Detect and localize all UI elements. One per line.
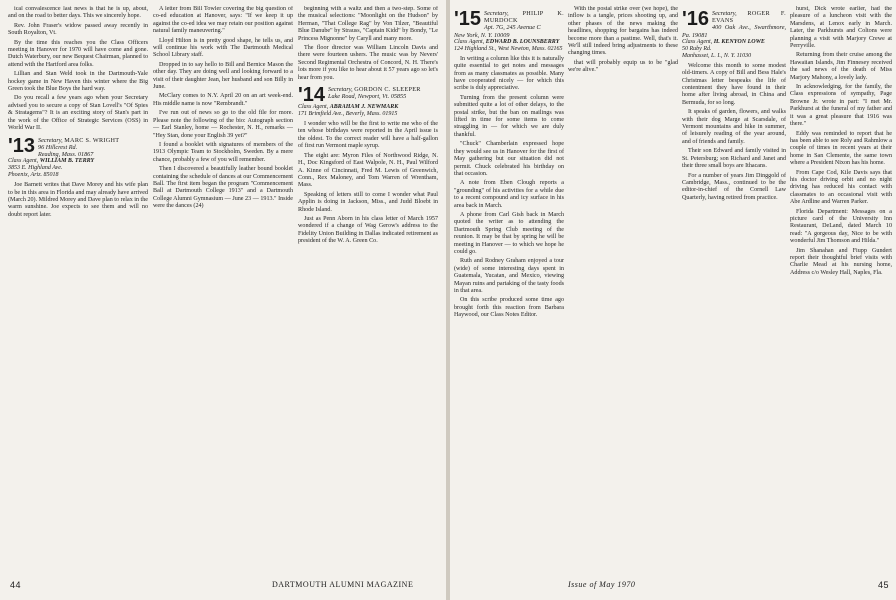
right-column-4 bbox=[790, 6, 892, 279]
class-year: '16 bbox=[682, 8, 710, 30]
secretary-address: New York, N. Y. 10009 bbox=[454, 31, 510, 39]
class-agent-address: 3853 E. Highland Ave. bbox=[8, 165, 63, 172]
paragraph: With the postal strike over (we hope), the inflow is a tangle, prices shooting up, and other phases of the news making the headlines, shopping for bargains has indeed become more than a pastime. Well, that's it. We'll still indeed bring adjustments to these changing times. bbox=[568, 6, 678, 57]
right-column-1 bbox=[454, 6, 564, 322]
class-agent-name: WILLIAM B. TERRY bbox=[39, 158, 95, 165]
class-year: '15 bbox=[454, 8, 482, 30]
class-1913-header bbox=[8, 134, 148, 180]
paragraph: On this scribe produced some time ago brought forth this reaction from Barbara Haywood, our Class Notes Editor. bbox=[454, 297, 564, 319]
paragraph: By the time this reaches you the Class Officers meeting in Hanover for 1970 will have come and gone. Dutch Waterbury, our new Bequest Chairman, planned to attend with the Hartford area folks. bbox=[8, 39, 148, 68]
class-agent-address: Phoenix, Ariz. 85018 bbox=[8, 172, 59, 179]
paragraph: In acknowledging, for the family, the Class expressions of sympathy, Page Browne Jr. wrote in part: "I met Mr. Parkhurst at the funeral of my father and it was a great pleasure that 1916 was there." bbox=[790, 84, 892, 128]
paragraph: I wonder who will be the first to write me who of the ten whose birthdays were reported in the April issue is the oldest. To the correct reader will have a half-gallon of first run Vermont maple syrup. bbox=[298, 121, 438, 150]
class-agent-label: Class Agent, bbox=[454, 38, 485, 45]
paragraph: Joe Barnett writes that Dave Morey and his wife plan to be in this area in Florida and may already have arrived (March 20). Mildred Morey and Dave plan to relax in the warm sunshine. Joe expects to see them and will no doubt report later. bbox=[8, 182, 148, 218]
paragraph: The eight are: Myron Files of Northwood Ridge, N. H., Doc Kingsford of East Walpole, N. H., Paul Wilford A. Kinne of Cincinnati, Fred M. Lewis of Greenwich, Conn., Rex Maloney, and Tom Warren of Wrentham, Mass. bbox=[298, 152, 438, 189]
paragraph: The floor director was William Lincoln Davis and there were fourteen ushers. The music was by Nevers' Second Regimental Orchestra of Concord, N. H. There's lots more if you like to hear about it 57 years ago so let's hear from you. bbox=[298, 45, 438, 81]
class-agent-label: Class Agent, bbox=[298, 104, 329, 111]
right-column-3 bbox=[682, 6, 786, 204]
class-agent-name: ABRAHAM J. NEWMARK bbox=[329, 104, 399, 111]
secretary-address: Apt. 7G, 245 Avenue C bbox=[484, 24, 541, 32]
class-year: '13 bbox=[8, 134, 36, 157]
paragraph: Jim Shanahan and Fiupp Gundert report their thoughtful brief visits with Charlie Mead at his nursing home, Address c/o Wesley Hall, Naples, Fla. bbox=[790, 247, 892, 276]
right-page bbox=[450, 0, 896, 600]
paragraph: Speaking of letters still to come I wonder what Paul Applin is doing in Jackson, Miss., and Judd Bloebt in Rhode Island. bbox=[298, 191, 438, 213]
paragraph: hurst, Dick wrote earlier, had the pleasure of a luncheon visit with the Marsdens, at Lenox early in March. Later, the Parkhursts and Coltons were planning a visit with Marjory Crewe at Perryville. bbox=[790, 6, 892, 50]
class-agent-address: 171 Brimfield Ave., Beverly, Mass. 01915 bbox=[298, 111, 398, 118]
secretary-name: PHILIP K. MURDOCK bbox=[484, 10, 564, 25]
class-agent-name: EDWARD B. LOUNSBERRY bbox=[485, 38, 560, 45]
secretary-label: Secretary, bbox=[712, 10, 737, 17]
paragraph: A phone from Carl Gish back in March quoted the writer as to attending the Dartmouth Spring Club meeting of the reunion. It may be that by spring he will be meeting in Hanover — to which we hope he could go. bbox=[454, 211, 564, 255]
secretary-name: ROGER F. EVANS bbox=[712, 10, 786, 25]
paragraph: In writing a column like this it is naturally quite essential to get notes and messages from as many classmates as possible. Many have cooperated nicely — for which this scribe is duly appreciative. bbox=[454, 55, 564, 92]
left-column-1 bbox=[8, 6, 148, 221]
paragraph: that will probably equip us to be "glad we're alive." bbox=[568, 59, 678, 74]
secretary-name: MARC S. WRIGHT bbox=[64, 136, 120, 144]
left-column-3 bbox=[298, 6, 438, 248]
class-agent-address: 50 Ruby Rd. bbox=[682, 45, 712, 52]
paragraph: Turning from the present column were submitted quite a lot of other delays, to the postal strike, but the ban on mailings was lifted in time for some items to come straggling in — for which we are duly thankful. bbox=[454, 94, 564, 138]
class-1916-header bbox=[682, 10, 786, 60]
paragraph: Eddy was reminded to report that he has been able to see Roly and Rahmlow a couple of times in recent years at their home in San Clemente, the same town where a President Nixon has his home. bbox=[790, 130, 892, 167]
paragraph: Welcome this month to some modest old-timers. A copy of Bill and Bess Hale's Christmas letter bespeaks the life of contentment they have found in their home after living abroad, in China and Bermuda, for so long. bbox=[682, 62, 786, 106]
secretary-address: 400 Oak Ave., Swarthmore, Pa. 19081 bbox=[682, 24, 786, 39]
secretary-label: Secretary, bbox=[328, 86, 353, 94]
left-page-number: 44 bbox=[10, 580, 22, 590]
paragraph: ical convalescence last news is that he is up, about, and on the road to better days. This we sincerely hope. bbox=[8, 6, 148, 20]
right-page-number: 45 bbox=[878, 580, 890, 590]
paragraph: Lloyd Hilton is in pretty good shape, he tells us, and will continue his work with The Dartmouth Medical School Library staff. bbox=[153, 37, 293, 59]
paragraph: Then I discovered a beautifully leather bound booklet containing the schedule of dances at our Commencement Ball. The first item began the program "Commencement Ball at Dartmouth College 1913" and a Dartmouth College Alumni Gymnasium — June 23 — 1913." Inside were the dances (24) bbox=[153, 166, 293, 210]
class-1914-header bbox=[298, 86, 438, 118]
right-column-2 bbox=[568, 6, 678, 77]
paragraph: Do you recall a few years ago when your Secretary advised you to secure a copy of Stan Lovell's "Of Spies & Stratagems"? It is an exciting story of Stan's part in the work of the Office of Strategic Services (OSS) in World War II. bbox=[8, 95, 148, 132]
paragraph: Returning from their cruise among the Hawaiian Islands, Jim Finnesey received the sad news of the death of Miss Marjory Mahony, a lovely lady. bbox=[790, 52, 892, 81]
paragraph: Dropped in to say hello to Bill and Bernice Mason the other day. They are doing well and looking forward to a visit of their daughter Jean, her husband and son Billy in June. bbox=[153, 61, 293, 91]
paragraph: "Chuck" Chamberlain expressed hope they would see us in Hanover for the first of May gathering but our situation did not permit. Chuck celebrated his birthday on that occasion. bbox=[454, 141, 564, 177]
class-agent-name: H. KENYON LOWE bbox=[713, 38, 765, 45]
magazine-title: DARTMOUTH ALUMNI MAGAZINE bbox=[272, 580, 414, 589]
class-agent-label: Class Agent, bbox=[682, 38, 713, 45]
paragraph: Rev. John Fraser's widow passed away recently in South Royalton, Vt. bbox=[8, 22, 148, 37]
paragraph: A note from Eben Clough reports a "grounding" of his activities for a while due to a recent compound and icy surface in his area back in March. bbox=[454, 180, 564, 209]
paragraph: Ruth and Rodney Graham enjoyed a tour (wide) of some interesting days spent in Guatemala, Yucatan, and Mexico, viewing Mayan ruins and partaking of the tasty foods in that area. bbox=[454, 258, 564, 294]
class-agent-label: Class Agent, bbox=[8, 158, 39, 165]
paragraph: From Cape Cod, Kile Davis says that his doctor driving orbit and no night driving has reduced his contact with classmates to an occasional visit with Abe Ardline and Warren Parker. bbox=[790, 169, 892, 206]
paragraph: Just as Penn Aborn in his class letter of March 1957 wondered if a change of Wag Gerow's address to the Fidelity Union Building in Dallas indicated retirement as president of the W. A. Green Co. bbox=[298, 215, 438, 245]
paragraph: Florida Department: Messages on a picture card of the University Inn Restaurant, DeLand, dated March 10 read: "A gorgeous day, Nice to be with wonderful Jim Thomson and Hilda." bbox=[790, 208, 892, 245]
paragraph: I've run out of news so go to the old file for more. Please note the following of the bio: Autograph section — Earl Stanley, home — Rochester, N. H., remarks — "Hey Stan, done your English 39 yet?" bbox=[153, 110, 293, 139]
paragraph: For a number of years Jim Dinggold of Cambridge, Mass., continued to be the editor-in-chief of the Cornell Law Quarterly, having retired from practice. bbox=[682, 172, 786, 201]
secretary-label: Secretary, bbox=[484, 10, 509, 17]
left-column-2 bbox=[153, 6, 293, 213]
secretary-address: Lake Road, Newport, Vt. 05855 bbox=[328, 93, 407, 101]
secretary-address: 96 Hillcrest Rd. bbox=[38, 143, 78, 151]
paragraph: Their son Edward and family visited in St. Petersburg; son Richard and Janet and their three small boys are Ithacans. bbox=[682, 148, 786, 170]
paragraph: beginning with a waltz and then a two-step. Some of the musical selections: "Moonlight on the Hudson" by Herman, "That College Rag" by Von Tilzer, "Beautiful Blue Danube" by Strauss, "Captain Kidd" by Bondy, "Le Princess Mignonne" by Caryll and many more. bbox=[298, 6, 438, 42]
secretary-name: GORDON C. SLEEPER bbox=[354, 86, 421, 94]
issue-date: Issue of May 1970 bbox=[568, 580, 636, 589]
secretary-label: Secretary, bbox=[38, 136, 63, 144]
paragraph: McClary comes to N.Y. April 20 on an art week-end. His middle name is now "Rembrandt." bbox=[153, 93, 293, 107]
left-page bbox=[0, 0, 446, 600]
paragraph: I found a booklet with signatures of members of the 1913 Olympic Team to Stockholm, Sweden. By a mere chance, probably a few of you will remember. bbox=[153, 141, 293, 163]
class-agent-address: 124 Highland St., West Newton, Mass. 02165 bbox=[454, 45, 563, 52]
paragraph: Lillian and Stan Weld took in the Dartmouth-Yale hockey game in New Haven this winter where the Big Green took the Blue Boys the hard way. bbox=[8, 71, 148, 93]
class-agent-address: Manhasset, L. I., N. Y. 11030 bbox=[682, 52, 752, 59]
secretary-address: Reading, Mass. 01867 bbox=[38, 150, 94, 158]
paragraph: A letter from Bill Towler covering the big question of co-ed education at Hanover, says: "If we keep it up against the co-ed idea we may retain our position against natural family maneuvering." bbox=[153, 6, 293, 35]
class-year: '14 bbox=[298, 84, 326, 107]
class-1915-header bbox=[454, 10, 564, 53]
paragraph: It speaks of garden, flowers, and walks with their dog Marge at Scarsdale, of Vermont mountains and hike in summer, of leisurely reading of the year around, and of friends and family. bbox=[682, 109, 786, 145]
